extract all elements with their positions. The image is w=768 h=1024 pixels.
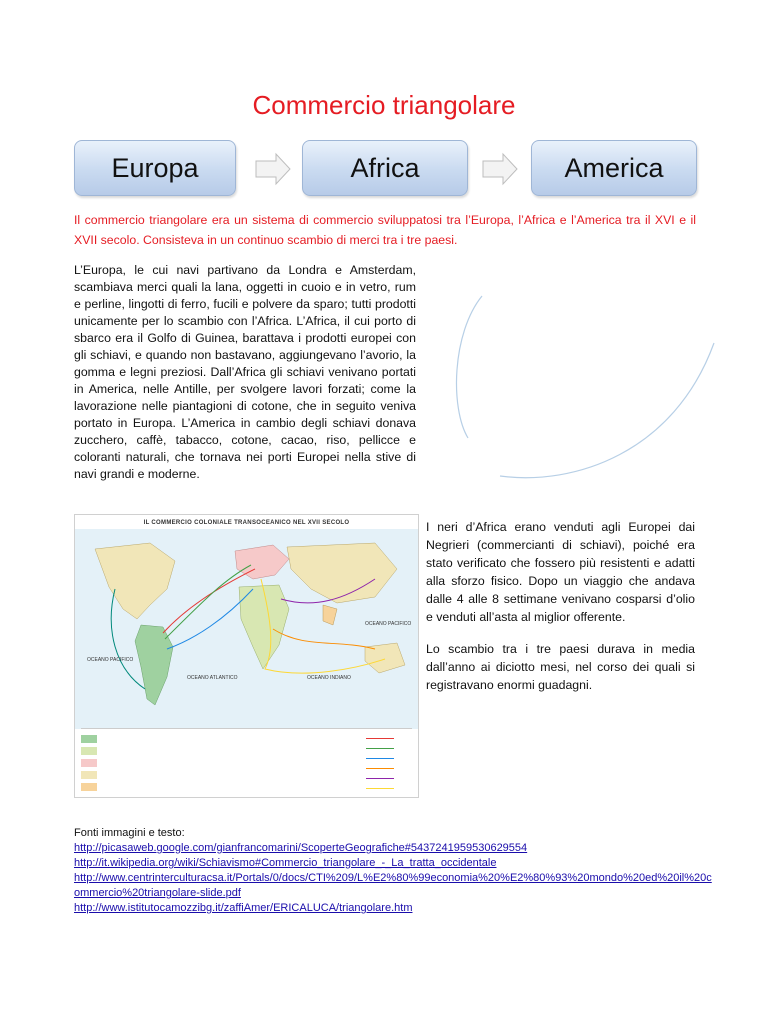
legend-swatch [81,747,97,755]
arrow-right-icon [481,152,519,186]
source-link-wikipedia[interactable]: http://it.wikipedia.org/wiki/Schiavismo#Commercio_triangolare_-_La_tratta_occidentale [74,857,497,869]
decorative-arc [444,288,734,488]
legend-line [366,748,394,749]
legend-line [366,758,394,759]
source-link-centrintercultura[interactable]: http://www.centrinterculturacsa.it/Portals/0/docs/CTI%209/L%E2%80%99economia%20%E2%80%93%20mondo%20ed%20il%20commercio%20triangolare-slide.pdf [74,872,712,899]
legend-line [366,778,394,779]
legend-swatch [81,735,97,743]
colonial-trade-map [74,514,419,798]
sources-section [74,826,714,916]
flow-step-america: America [531,140,697,196]
sources-heading: Fonti immagini e testo: [74,827,185,839]
source-link-picasaweb[interactable]: http://picasaweb.google.com/gianfrancomarini/ScoperteGeografiche#5437241959530629554 [74,842,528,854]
legend-line [366,738,394,739]
ocean-label: OCEANO PACIFICO [87,657,134,663]
legend-line [366,768,394,769]
ocean-label: OCEANO ATLANTICO [187,675,238,681]
left-column [74,262,416,483]
legend-swatch [81,759,97,767]
flow-step-africa: Africa [302,140,468,196]
ocean-label: OCEANO PACIFICO [365,621,412,627]
world-map [75,529,418,741]
legend-line [366,788,394,789]
map-title: IL COMMERCIO COLONIALE TRANSOCEANICO NEL XVII SECOLO [143,520,350,526]
arrow-right-icon [254,152,292,186]
map-legend [81,728,412,793]
legend-swatch [81,783,97,791]
source-link-istitutocamozzi[interactable]: http://www.istitutocamozzibg.it/zaffiAmer/ERICALUCA/triangolare.htm [74,902,413,914]
left-paragraph: L’Europa, le cui navi partivano da Londra e Amsterdam, scambiava merci quali la lana, oggetti in cuoio e in vetro, rum e perline, lingotti di ferro, fucili e polvere da sparo; tutti prodotti unicamente per lo scambio con l’Africa. L’Africa, il cui porto di sbarco era il Golfo di Guinea, barattava i prodotti europei con gli schiavi, e quando non bastavano, aggiungevano l’avorio, la gomma e legni preziosi. Dall’Africa gli schiavi venivano portati in America, nelle Antille, per svolgere lavori forzati; come la lavorazione nelle piantagioni di cotone, che in seguito veniva portato in Europa. L’America in cambio degli schiavi donava zucchero, caffè, tabacco, cotone, cacao, riso, pellicce e coloranti naturali, che tornava nei porti Europei nella stive di navi grandi e moderne. [74,263,416,481]
ocean-label: OCEANO INDIANO [307,675,351,681]
trade-flow-diagram [74,140,696,196]
intro-paragraph: Il commercio triangolare era un sistema di commercio sviluppatosi tra l’Europa, l’Africa e l’America tra il XVI e il XVII secolo. Consisteva in un continuo scambio di merci tra i tre paesi. [74,213,696,247]
legend-swatch [81,771,97,779]
right-paragraph-1: I neri d’Africa erano venduti agli Europei dai Negrieri (commercianti di schiavi), poiché era stato verificato che fossero più resistenti e adatti alla sforzo fisico. Dopo un viaggio che andava dalle 4 alle 8 settimane venivano cosparsi d’olio e venduti all’asta al miglior offerente. [426,520,695,624]
flow-step-europa: Europa [74,140,236,196]
right-paragraph-2: Lo scambio tra i tre paesi durava in media dall’anno ai diciotto mesi, nel corso dei quali si registravano enormi guadagni. [426,642,695,692]
page-title: Commercio triangolare [252,90,516,120]
right-column [426,518,695,694]
